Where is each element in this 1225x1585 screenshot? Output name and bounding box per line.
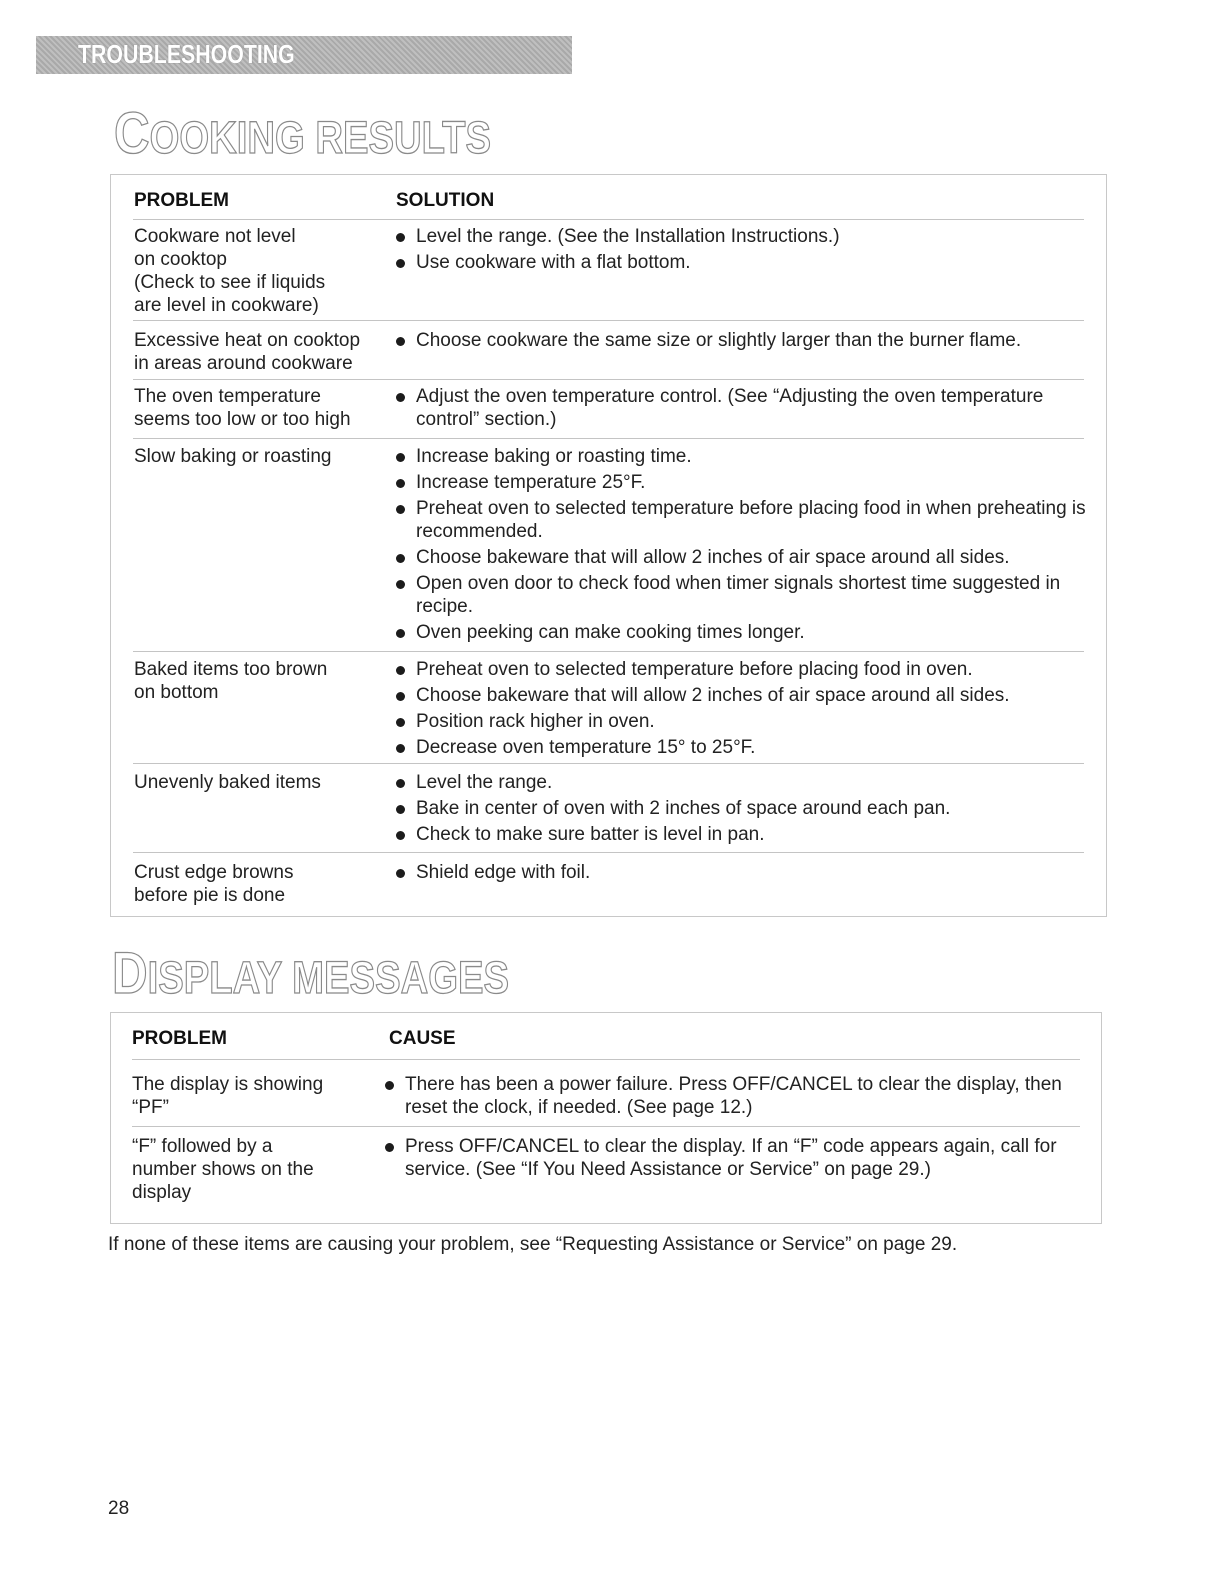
problem-text: Cookware not level on cooktop (Check to see if liquids are level in cookware) bbox=[134, 226, 326, 316]
section-banner bbox=[36, 36, 572, 74]
cause-column-header: CAUSE bbox=[389, 1028, 456, 1049]
cooking-results-title bbox=[114, 100, 491, 167]
problem-crust-edge bbox=[134, 861, 293, 907]
problem-text: Crust edge browns before pie is done bbox=[134, 862, 294, 906]
solution-list bbox=[394, 329, 1094, 355]
problem-column-header: PROBLEM bbox=[134, 190, 229, 211]
solution-column-header: SOLUTION bbox=[396, 190, 495, 211]
row-divider bbox=[133, 852, 1084, 853]
solution-item: Choose bakeware that will allow 2 inches of air space around all sides. bbox=[394, 546, 1094, 569]
solution-item: Choose bakeware that will allow 2 inches of air space around all sides. bbox=[394, 684, 1094, 707]
banner-label: TROUBLESHOOTING bbox=[78, 39, 295, 69]
solution-item: Use cookware with a flat bottom. bbox=[394, 251, 1094, 274]
solution-item: Increase temperature 25°F. bbox=[394, 471, 1094, 494]
problem-display-pf bbox=[132, 1073, 323, 1119]
solution-item: Check to make sure batter is level in pan. bbox=[394, 823, 1094, 846]
solution-list bbox=[394, 385, 1094, 434]
problem-slow-baking bbox=[134, 445, 332, 468]
solution-list bbox=[394, 225, 1094, 277]
row-divider bbox=[132, 1126, 1080, 1127]
problem-text: The display is showing “PF” bbox=[132, 1074, 324, 1118]
cooking-title-rest: OOKING RESULTS bbox=[149, 112, 492, 163]
solution-item: Open oven door to check food when timer signals shortest time suggested in recipe. bbox=[394, 572, 1094, 618]
page-number: 28 bbox=[108, 1498, 130, 1519]
cause-list bbox=[383, 1073, 1073, 1122]
row-divider bbox=[133, 763, 1084, 764]
footer-note: If none of these items are causing your problem, see “Requesting Assistance or Service” on page 29. bbox=[108, 1234, 958, 1255]
cause-item: Press OFF/CANCEL to clear the display. If an “F” code appears again, call for service. (See “If You Need Assistance or Service” on page 29.) bbox=[383, 1135, 1073, 1181]
problem-oven-temperature bbox=[134, 385, 351, 431]
cause-list bbox=[383, 1135, 1073, 1184]
solution-item: Shield edge with foil. bbox=[394, 861, 1094, 884]
solution-list bbox=[394, 771, 1094, 849]
row-divider bbox=[133, 320, 1084, 321]
header-divider bbox=[133, 219, 1084, 220]
solution-item: Oven peeking can make cooking times longer. bbox=[394, 621, 1094, 644]
solution-item: Bake in center of oven with 2 inches of space around each pan. bbox=[394, 797, 1094, 820]
problem-column-header: PROBLEM bbox=[132, 1028, 227, 1049]
solution-item: Preheat oven to selected temperature before placing food in when preheating is recommended. bbox=[394, 497, 1094, 543]
display-messages-title bbox=[112, 940, 509, 1007]
solution-item: Preheat oven to selected temperature before placing food in oven. bbox=[394, 658, 1094, 681]
solution-item: Adjust the oven temperature control. (See “Adjusting the oven temperature control” section.) bbox=[394, 385, 1094, 431]
cooking-results-table bbox=[110, 174, 1107, 917]
problem-text: The oven temperature seems too low or too high bbox=[134, 386, 351, 430]
problem-unevenly-baked bbox=[134, 771, 321, 794]
solution-item: Choose cookware the same size or slightly larger than the burner flame. bbox=[394, 329, 1094, 352]
problem-text: Slow baking or roasting bbox=[134, 446, 332, 467]
display-title-rest: ISPLAY MESSAGES bbox=[147, 952, 509, 1003]
display-messages-table bbox=[110, 1012, 1102, 1224]
cause-item: There has been a power failure. Press OFF/CANCEL to clear the display, then reset the clock, if needed. (See page 12.) bbox=[383, 1073, 1073, 1119]
row-divider bbox=[133, 379, 1084, 380]
solution-item: Level the range. (See the Installation Instructions.) bbox=[394, 225, 1094, 248]
problem-text: Unevenly baked items bbox=[134, 772, 321, 793]
solution-item: Position rack higher in oven. bbox=[394, 710, 1094, 733]
display-title-initial: D bbox=[112, 941, 148, 1006]
solution-item: Decrease oven temperature 15° to 25°F. bbox=[394, 736, 1094, 759]
solution-list bbox=[394, 861, 1094, 887]
problem-excessive-heat bbox=[134, 329, 360, 375]
solution-item: Increase baking or roasting time. bbox=[394, 445, 1094, 468]
row-divider bbox=[133, 651, 1084, 652]
problem-baked-too-brown bbox=[134, 658, 327, 704]
problem-f-code bbox=[132, 1135, 314, 1204]
cooking-title-initial: C bbox=[114, 101, 150, 166]
solution-list bbox=[394, 658, 1094, 762]
problem-text: “F” followed by a number shows on the display bbox=[132, 1136, 314, 1203]
header-divider bbox=[132, 1059, 1080, 1060]
problem-text: Excessive heat on cooktop in areas around cookware bbox=[134, 330, 361, 374]
solution-list bbox=[394, 445, 1094, 647]
problem-text: Baked items too brown on bottom bbox=[134, 659, 328, 703]
solution-item: Level the range. bbox=[394, 771, 1094, 794]
problem-cookware-not-level bbox=[134, 225, 325, 317]
row-divider bbox=[133, 438, 1084, 439]
